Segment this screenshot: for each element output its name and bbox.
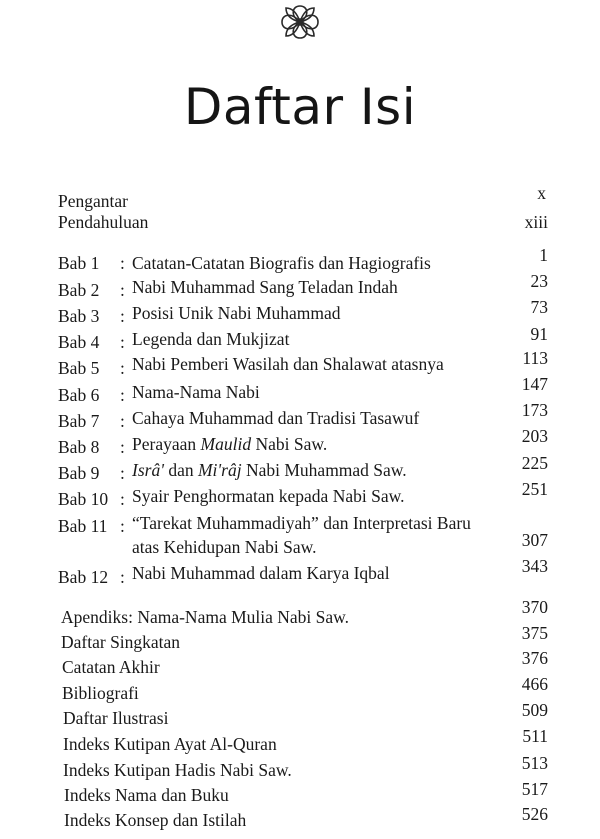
chapter-number: Bab 8 [58,437,100,457]
toc-entry-back [58,674,548,703]
page-number: 251 [521,479,548,499]
page-number: 91 [530,324,548,344]
chapter-number: Bab 2 [58,280,100,300]
chapter-number: Bab 4 [58,332,100,352]
page-number: 307 [521,530,548,550]
toc-chapter [58,245,548,275]
toc-chapter [58,374,548,405]
toc-chapter [58,400,548,431]
toc-chapter [58,297,548,326]
entry-label: Indeks Nama dan Buku [64,785,229,805]
toc-chapter [58,426,548,457]
page-title: Daftar Isi [183,78,417,136]
entry-label: Daftar Ilustrasi [63,708,169,728]
chapter-title: Cahaya Muhammad dan Tradisi Tasawuf [132,408,420,428]
toc-entry-back [58,781,548,805]
chapter-title: Legenda dan Mukjizat [132,329,290,349]
title-italic: Mi'râj [197,460,242,480]
chapter-title-continued: atas Kehidupan Nabi Saw. [132,537,317,557]
separator: : [120,332,125,352]
page-number: 73 [530,297,548,317]
chapter-number: Bab 6 [58,385,100,405]
page-number: 1 [539,245,548,265]
page-number: 517 [521,779,548,799]
chapter-title [132,458,407,482]
toc-entry-back [58,806,548,830]
separator: : [120,253,125,273]
chapter-number: Bab 9 [58,463,100,483]
entry-label: Pendahuluan [58,212,149,232]
toc-entry-front [58,210,548,234]
toc-chapter [58,324,548,352]
page-number: 173 [521,400,548,420]
page-number: xiii [524,212,548,232]
separator: : [120,411,125,431]
toc-entry-front [58,181,548,211]
page-number: 370 [521,597,548,617]
chapter-title: Syair Penghormatan kepada Nabi Saw. [132,486,405,506]
separator: : [120,385,125,405]
toc-entry-back [58,755,548,779]
page-number: 466 [521,674,548,694]
separator: : [120,463,125,483]
toc-chapter [58,271,548,300]
separator: : [120,516,125,536]
chapter-number: Bab 7 [58,411,100,431]
toc-chapter [58,479,548,509]
separator: : [120,567,125,587]
chapter-title: Posisi Unik Nabi Muhammad [132,303,341,323]
page-number: 23 [530,271,548,291]
toc-chapter [58,348,548,378]
toc-chapter [58,508,548,560]
page-number: 225 [521,453,548,473]
chapter-number: Bab 12 [58,567,109,587]
chapter-number: Bab 11 [58,516,108,536]
toc-entry-back [58,700,548,728]
page-number: x [537,183,546,203]
chapter-title: Catatan-Catatan Biografis dan Hagiografis [132,253,431,273]
chapter-number: Bab 1 [58,253,100,273]
chapter-title: “Tarekat Muhammadiyah” dan Interpretasi Baru [132,513,471,533]
title-text: Nabi Muhammad Saw. [241,460,407,480]
chapter-number: Bab 3 [58,306,100,326]
entry-label: Pengantar [58,191,128,211]
title-text: Perayaan [132,434,201,454]
title-text: dan [163,460,198,480]
title-italic: Maulid [200,434,252,454]
page-number: 203 [521,426,548,446]
toc-entry-back [58,597,548,627]
separator: : [120,489,125,509]
page-number: 376 [521,648,548,668]
page-number: 343 [521,556,548,576]
entry-label: Indeks Konsep dan Istilah [64,810,247,830]
chapter-title: Nama-Nama Nabi [132,382,260,402]
page-number: 513 [521,753,548,773]
entry-label: Bibliografi [62,683,139,703]
entry-label: Indeks Kutipan Ayat Al-Quran [63,734,277,754]
chapter-title: Nabi Muhammad Sang Teladan Indah [132,277,398,297]
entry-label: Apendiks: Nama-Nama Mulia Nabi Saw. [61,607,350,627]
page-number: 375 [521,623,548,643]
chapter-title: Nabi Pemberi Wasilah dan Shalawat atasnya [132,354,444,374]
toc-entry-back [58,726,548,754]
page-number: 509 [521,700,548,720]
toc-chapter [58,453,548,483]
page-number: 147 [521,374,548,394]
separator: : [120,280,125,300]
floral-ornament-icon [262,0,338,44]
chapter-number: Bab 10 [58,489,109,509]
separator: : [120,437,125,457]
page-number: 113 [522,348,548,368]
toc-entry-back [58,648,548,677]
separator: : [120,306,125,326]
page-number: 511 [522,726,548,746]
entry-label: Catatan Akhir [62,657,160,677]
title-italic: Isrâ' [132,460,164,480]
chapter-title: Nabi Muhammad dalam Karya Iqbal [132,563,390,583]
entry-label: Indeks Kutipan Hadis Nabi Saw. [63,760,292,780]
toc-chapter [58,556,548,587]
entry-label: Daftar Singkatan [61,632,181,652]
title-text: Nabi Saw. [251,434,328,454]
toc-entry-back [58,623,548,652]
chapter-title [132,432,327,456]
separator: : [120,358,125,378]
page-number: 526 [521,804,548,824]
chapter-number: Bab 5 [58,358,100,378]
